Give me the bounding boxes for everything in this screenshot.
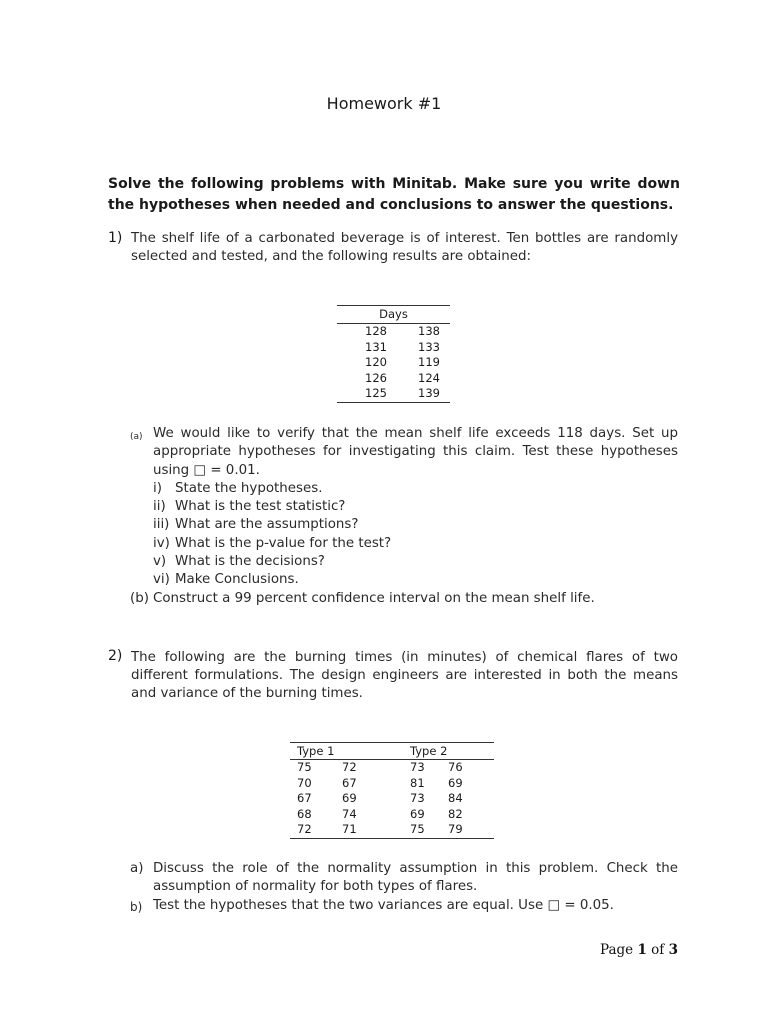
page-number [600, 942, 678, 958]
page-title: Homework #1 [326, 94, 442, 113]
part-b [130, 590, 678, 608]
table-cell: 139 [418, 386, 440, 400]
list-item-text: What is the test statistic? [175, 499, 346, 515]
table-header-type-1: Type 1 [297, 744, 335, 758]
table-cell: 69 [410, 806, 425, 821]
table-cell: 131 [365, 339, 387, 354]
question-1-text: The shelf life of a carbonated beverage is of interest. Ten bottles are randomly selected and tested, and the following results are obtained: [131, 231, 678, 264]
list-item-label: iv) [153, 535, 170, 551]
table-row [290, 807, 494, 823]
list-item [153, 480, 678, 498]
burning-times-table [290, 742, 494, 839]
table-cell: 82 [448, 806, 463, 821]
part-a-label: a) [130, 861, 144, 876]
table-cell: 133 [418, 339, 440, 354]
part-b-text: Test the hypotheses that the two variances are equal. Use □ = 0.05. [153, 897, 614, 913]
total-pages: 3 [668, 942, 678, 958]
table-row [337, 340, 450, 356]
table-cell: 71 [342, 822, 357, 837]
table-cell: 69 [448, 775, 463, 790]
question-2-text: The following are the burning times (in minutes) of chemical flares of two different formulations. The design engineers are interested in both the means and variance of the burning times. [131, 650, 678, 701]
question-2-number: 2) [108, 648, 123, 664]
question-1-number: 1) [108, 230, 123, 246]
table-cell: 72 [297, 822, 312, 837]
list-item [153, 535, 678, 553]
table-cell: 75 [410, 822, 425, 837]
table-cell: 125 [365, 386, 387, 400]
table-row [290, 822, 494, 838]
table-cell: 68 [297, 806, 312, 821]
table-row [290, 791, 494, 807]
part-b-label: (b) [130, 590, 149, 606]
table-header-days: Days [337, 306, 450, 324]
list-item [153, 498, 678, 516]
part-b [130, 897, 678, 916]
list-item-text: What is the p-value for the test? [175, 535, 392, 551]
table-cell: 84 [448, 791, 463, 806]
table-cell: 76 [448, 760, 463, 774]
table-cell: 67 [297, 791, 312, 806]
table-cell: 81 [410, 775, 425, 790]
part-a [130, 425, 678, 480]
part-a-items [130, 480, 678, 590]
part-a-text: We would like to verify that the mean shelf life exceeds 118 days. Set up appropriate hypotheses for investigating this claim. Test these hypotheses using □ = 0.01. [153, 426, 678, 478]
list-item-label: iii) [153, 517, 170, 533]
table-cell: 79 [448, 822, 463, 837]
table-row [337, 371, 450, 387]
table-cell: 128 [365, 324, 387, 338]
table-header [290, 743, 494, 760]
table-cell: 124 [418, 370, 440, 385]
shelf-life-table [337, 305, 450, 403]
list-item [153, 516, 678, 534]
list-item [153, 571, 678, 589]
list-item-text: Make Conclusions. [175, 572, 299, 588]
list-item [153, 553, 678, 571]
of-word: of [651, 942, 665, 958]
table-row [290, 760, 494, 776]
list-item-text: What is the decisions? [175, 554, 325, 570]
list-item-label: i) [153, 480, 162, 496]
part-a [130, 860, 678, 897]
table-cell: 138 [418, 324, 440, 338]
list-item-label: v) [153, 554, 167, 570]
table-cell: 74 [342, 806, 357, 821]
page-word: Page [600, 942, 634, 958]
part-a-label: (a) [130, 432, 143, 442]
table-cell: 119 [418, 355, 440, 369]
part-a-text: Discuss the role of the normality assumption in this problem. Check the assumption of normality for both types of flares. [153, 861, 678, 895]
table-cell: 120 [365, 355, 387, 369]
table-cell: 75 [297, 760, 312, 774]
table-cell: 69 [342, 791, 357, 806]
table-cell: 73 [410, 791, 425, 806]
part-b-label: b) [130, 899, 143, 914]
table-header-type-2: Type 2 [410, 744, 448, 758]
table-cell: 67 [342, 775, 357, 790]
part-b-text: Construct a 99 percent confidence interval on the mean shelf life. [153, 590, 595, 606]
list-item-label: vi) [153, 572, 170, 588]
current-page: 1 [637, 942, 647, 958]
table-row [290, 776, 494, 792]
table-cell: 72 [342, 760, 357, 774]
table-row [337, 355, 450, 371]
question-2-parts [130, 860, 678, 916]
list-item-text: State the hypotheses. [175, 480, 323, 496]
table-cell: 126 [365, 370, 387, 385]
list-item-label: ii) [153, 499, 166, 515]
instructions: Solve the following problems with Minitab. Make sure you write down the hypotheses when needed and conclusions to answer the questions. [108, 176, 680, 213]
list-item-text: What are the assumptions? [175, 517, 359, 533]
table-row [337, 324, 450, 340]
question-1-parts [130, 425, 678, 608]
table-row [337, 386, 450, 402]
table-cell: 73 [410, 760, 425, 774]
table-cell: 70 [297, 775, 312, 790]
